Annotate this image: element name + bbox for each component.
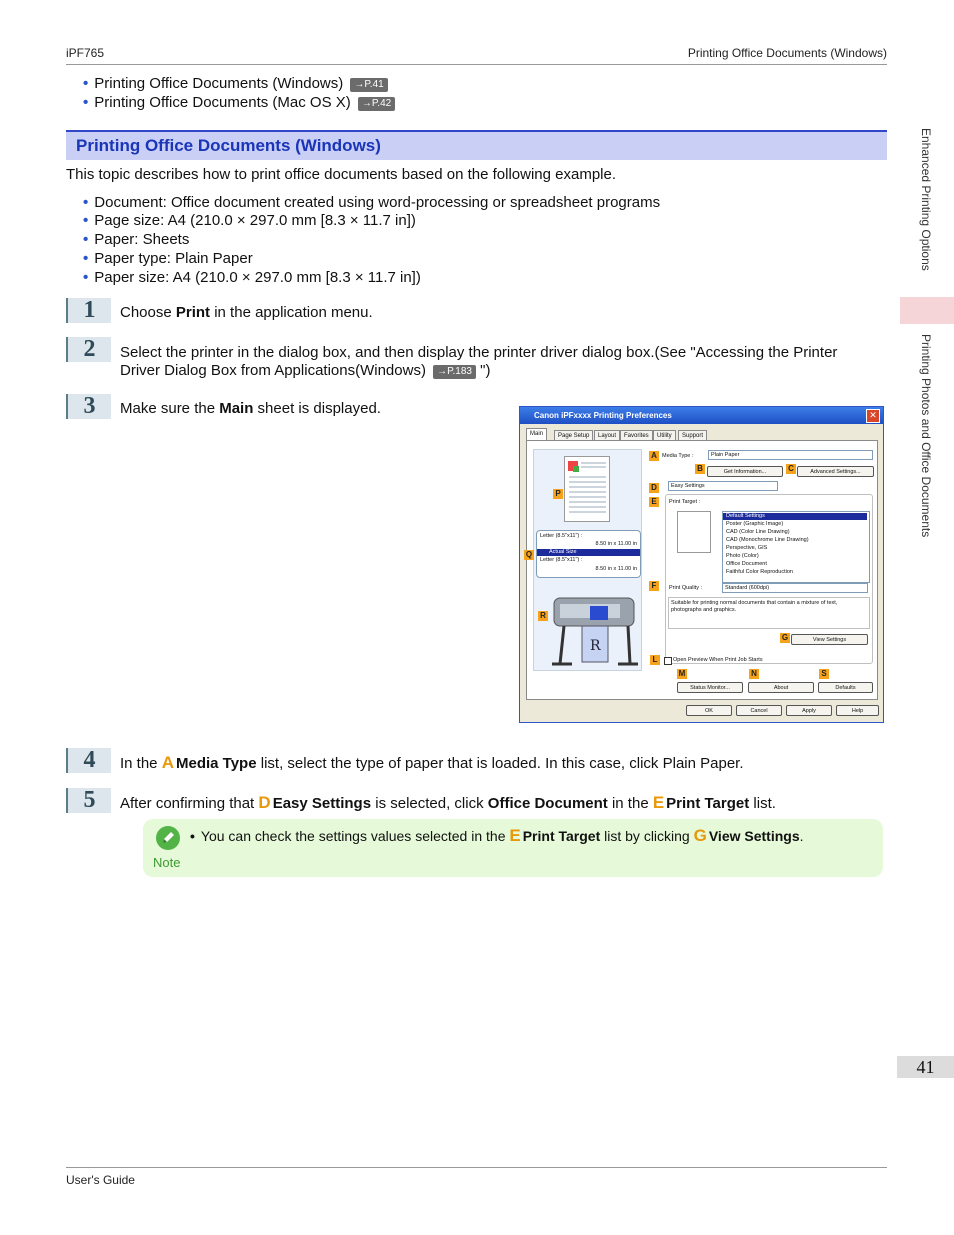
- note-box: [143, 819, 883, 877]
- list-item[interactable]: CAD (Color Line Drawing): [726, 529, 790, 535]
- step-number: 2: [66, 337, 111, 362]
- step-number: 3: [66, 394, 111, 419]
- list-item[interactable]: Photo (Color): [726, 553, 759, 559]
- footer-text: User's Guide: [66, 1173, 135, 1187]
- step-text: After confirming that D Easy Settings is selected, click Office Document in the E Print Target list.: [120, 793, 776, 812]
- step-text: Driver Dialog Box from Applications(Windows) →P.183 "): [120, 362, 491, 379]
- step-text: Make sure the Main sheet is displayed.: [120, 400, 381, 417]
- printer-preferences-dialog: [519, 406, 884, 723]
- tab-favorites[interactable]: Favorites: [620, 430, 653, 441]
- page-number: 41: [897, 1056, 954, 1078]
- header-product: iPF765: [66, 46, 105, 60]
- sidebar-chapter-lower[interactable]: Printing Photos and Office Documents: [919, 334, 933, 538]
- tab-utility[interactable]: Utility: [653, 430, 676, 441]
- marker-b: B: [695, 464, 705, 474]
- marker-m: M: [678, 669, 686, 678]
- list-item: • Paper type: Plain Paper: [83, 250, 253, 267]
- list-item: • Paper: Sheets: [83, 231, 190, 248]
- note-label: Note: [153, 855, 181, 870]
- size-info-box: Letter (8.5"x11") : 8.50 in x 11.00 in Actual Size Letter (8.5"x11") : 8.50 in x 11.00 in: [536, 530, 641, 578]
- media-type-label: Media Type :: [662, 453, 694, 459]
- print-target-list[interactable]: [722, 511, 870, 583]
- main-panel: [526, 440, 878, 700]
- step-text: In the A Media Type list, select the type of paper that is loaded. In this case, click Plain Paper.: [120, 753, 744, 772]
- marker-l: L: [650, 655, 660, 665]
- get-information-button[interactable]: Get Information...: [707, 466, 783, 477]
- step-number: 5: [66, 788, 111, 813]
- note-text: • You can check the settings values selected in the E Print Target list by clicking G View Settings.: [190, 826, 804, 845]
- intro-text: This topic describes how to print office documents based on the following example.: [66, 166, 617, 183]
- header-rule: [66, 64, 887, 65]
- marker-q: Q: [525, 550, 533, 559]
- marker-c: C: [786, 464, 796, 474]
- help-button[interactable]: Help: [836, 705, 879, 716]
- advanced-settings-button[interactable]: Advanced Settings...: [797, 466, 874, 477]
- marker-r: R: [538, 611, 548, 621]
- tab-page-setup[interactable]: Page Setup: [554, 430, 593, 441]
- apply-button[interactable]: Apply: [786, 705, 832, 716]
- footer-rule: [66, 1167, 887, 1168]
- open-preview-checkbox[interactable]: [664, 657, 672, 665]
- open-preview-label: Open Preview When Print Job Starts: [673, 657, 763, 663]
- marker-n: N: [749, 669, 759, 679]
- marker-s: S: [819, 669, 829, 679]
- print-quality-select[interactable]: Standard (600dpi): [722, 583, 868, 593]
- tab-main[interactable]: Main: [526, 428, 547, 441]
- marker-p: P: [553, 489, 563, 499]
- marker-f: F: [649, 581, 659, 591]
- step-number: 1: [66, 298, 111, 323]
- page-ref[interactable]: →P.41: [350, 78, 387, 92]
- marker-d: D: [649, 483, 659, 493]
- description-text: Suitable for printing normal documents that contain a mixture of text, photographs and graphics.: [671, 600, 838, 613]
- svg-text:R: R: [590, 638, 601, 654]
- page-ref[interactable]: →P.183: [433, 365, 476, 379]
- about-button[interactable]: About: [748, 682, 814, 693]
- list-item[interactable]: Office Document: [726, 561, 767, 567]
- list-item: • Document: Office document created using word-processing or spreadsheet programs: [83, 194, 661, 211]
- link-item[interactable]: • Printing Office Documents (Windows) →P.41: [83, 75, 388, 93]
- list-item[interactable]: Poster (Graphic Image): [726, 521, 784, 527]
- status-monitor-button[interactable]: Status Monitor...: [677, 682, 743, 693]
- step-text: Select the printer in the dialog box, and then display the printer driver dialog box.(See "Accessing the Printer: [120, 344, 838, 361]
- close-icon[interactable]: ✕: [866, 409, 880, 423]
- step-number: 4: [66, 748, 111, 773]
- defaults-button[interactable]: Defaults: [818, 682, 873, 693]
- list-item[interactable]: Perspective, GIS: [726, 545, 768, 551]
- marker-a: A: [649, 451, 659, 461]
- list-item: • Paper size: A4 (210.0 × 297.0 mm [8.3 × 11.7 in]): [83, 269, 421, 286]
- page-preview: [564, 456, 610, 522]
- ok-button[interactable]: OK: [686, 705, 732, 716]
- header-chapter: Printing Office Documents (Windows): [687, 46, 887, 60]
- tab-support[interactable]: Support: [678, 430, 707, 441]
- print-quality-label: Print Quality :: [669, 585, 703, 591]
- document-thumbnail-icon: [565, 457, 609, 521]
- section-heading: Printing Office Documents (Windows): [66, 130, 887, 160]
- marker-g: G: [781, 633, 789, 642]
- link-item[interactable]: • Printing Office Documents (Mac OS X) →P.42: [83, 94, 395, 112]
- print-target-label: Print Target :: [669, 499, 701, 505]
- easy-settings-select[interactable]: Easy Settings: [668, 481, 778, 491]
- view-settings-button[interactable]: View Settings: [791, 634, 868, 645]
- page-ref[interactable]: →P.42: [358, 97, 395, 111]
- list-item[interactable]: CAD (Monochrome Line Drawing): [726, 537, 809, 543]
- media-type-select[interactable]: Plain Paper: [708, 450, 873, 460]
- tab-layout[interactable]: Layout: [594, 430, 620, 441]
- sidebar-marker: [900, 297, 954, 324]
- pencil-icon: [155, 825, 181, 851]
- list-item[interactable]: Faithful Color Reproduction: [726, 569, 793, 575]
- sidebar-chapter-upper[interactable]: Enhanced Printing Options: [919, 128, 933, 271]
- cancel-button[interactable]: Cancel: [736, 705, 782, 716]
- step-text: Choose Print in the application menu.: [120, 304, 373, 321]
- list-item: • Page size: A4 (210.0 × 297.0 mm [8.3 × 11.7 in]): [83, 212, 416, 229]
- printer-illustration-icon: [542, 584, 640, 672]
- description-box: [668, 597, 870, 629]
- print-target-preview-icon: [677, 511, 711, 553]
- dialog-title: Canon iPFxxxx Printing Preferences: [520, 407, 883, 424]
- list-item[interactable]: Default Settings: [723, 513, 867, 520]
- marker-e: E: [649, 497, 659, 507]
